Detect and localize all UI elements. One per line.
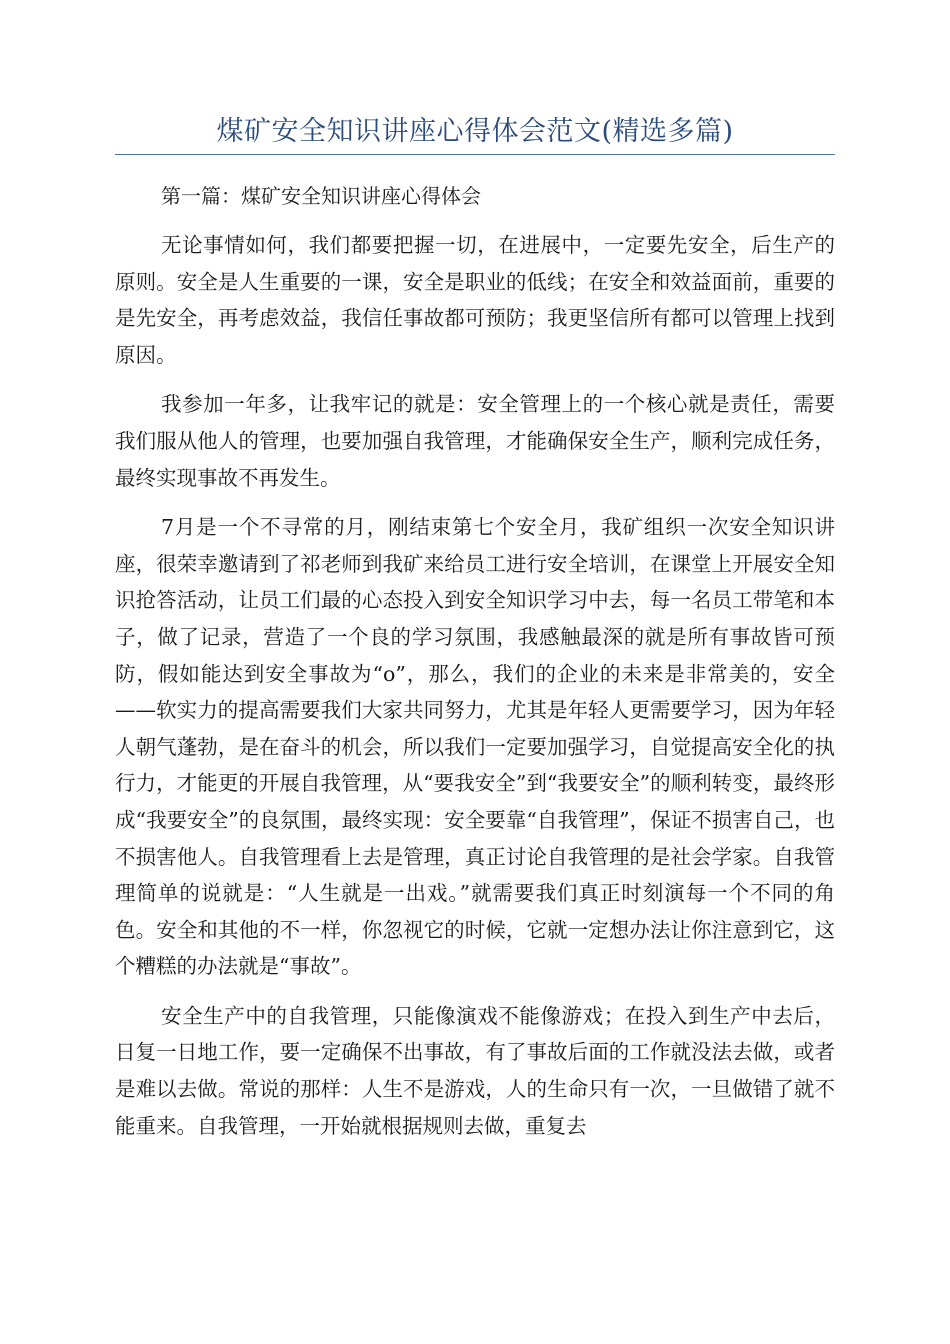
paragraph-4: 安全生产中的自我管理，只能像演戏不能像游戏；在投入到生产中去后，日复一日地工作，要一定确保不出事故，有了事故后面的工作就没法去做，或者是难以去做。常说的那样：人生不是游戏，人的生命只有一次，一旦做错了就不能重来。自我管理，一开始就根据规则去做，重复去	[115, 1003, 835, 1138]
document-body	[115, 178, 835, 1157]
paragraph-2: 我参加一年多，让我牢记的就是：安全管理上的一个核心就是责任，需要我们服从他人的管理，也要加强自我管理，才能确保安全生产，顺利完成任务，最终实现事故不再发生。	[115, 392, 835, 490]
document-title: 煤矿安全知识讲座心得体会范文(精选多篇)	[216, 116, 734, 147]
paragraph-1: 无论事情如何，我们都要把握一切，在进展中，一定要先安全，后生产的原则。安全是人生重要的一课，安全是职业的低线；在安全和效益面前，重要的是先安全，再考虑效益，我信任事故都可预防；我更坚信所有都可以管理上找到原因。	[115, 233, 835, 367]
paragraph-3: 7月是一个不寻常的月，刚结束第七个安全月，我矿组织一次安全知识讲座，很荣幸邀请到了祁老师到我矿来给员工进行安全培训，在课堂上开展安全知识抢答活动，让员工们最的心态投入到安全知识学习中去，每一名员工带笔和本子，做了记录，营造了一个良的学习氛围，我感触最深的就是所有事故皆可预防，假如能达到安全事故为“o”，那么，我们的企业的未来是非常美的，安全——软实力的提高需要我们大家共同努力，尤其是年轻人更需要学习，因为年轻人朝气蓬勃，是在奋斗的机会，所以我们一定要加强学习，自觉提高安全化的执行力，才能更的开展自我管理，从“要我安全”到“我要安全”的顺利转变，最终形成“我要安全”的良氛围，最终实现：安全要靠“自我管理”，保证不损害自己，也不损害他人。自我管理看上去是管理，真正讨论自我管理的是社会学家。自我管理简单的说就是：“人生就是一出戏。”就需要我们真正时刻演每一个不同的角色。安全和其他的不一样，你忽视它的时候，它就一定想办法让你注意到它，这个糟糕的办法就是“事故”。	[115, 515, 835, 979]
section-heading: 第一篇：煤矿安全知识讲座心得体会	[161, 184, 481, 208]
title-underline	[115, 154, 835, 155]
